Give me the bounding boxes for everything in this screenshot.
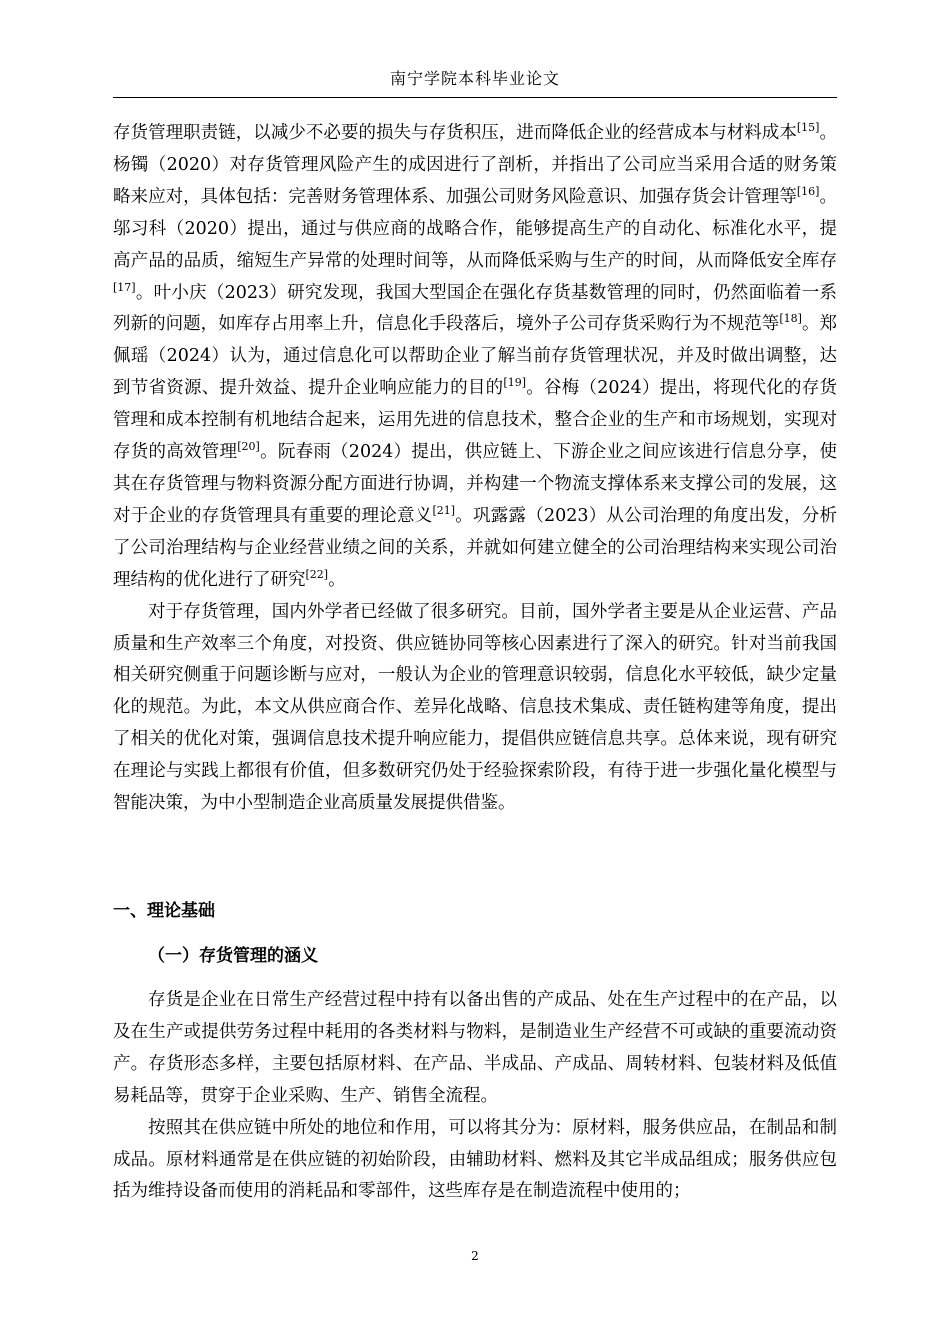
body-text-block-1 xyxy=(113,118,837,820)
paragraph-inventory-classification: 按照其在供应链中所处的地位和作用，可以将其分为：原材料，服务供应品，在制品和制成品。原材料通常是在供应链的初始阶段，由辅助材料、燃料及其它半成品组成；服务供应包括为维持设备而使用的消耗品和零部件，这些库存是在制造流程中使用的； xyxy=(113,1117,837,1202)
page-number: 2 xyxy=(471,1249,479,1263)
citation-marker: [20] xyxy=(237,440,260,454)
paragraph-literature-continued: 存货管理职责链，以减少不必要的损失与存货积压，进而降低企业的经营成本与材料成本[15]。杨镯（2020）对存货管理风险产生的成因进行了剖析，并指出了公司应当采用合适的财务策略来应对，具体包括：完善财务管理体系、加强公司财务风险意识、加强存货会计管理等[16]。邬习科（2020）提出，通过与供应商的战略合作，能够提高生产的自动化、标准化水平，提高产品的品质，缩短生产异常的处理时间等，从而降低采购与生产的时间，从而降低安全库存[17]。叶小庆（2023）研究发现，我国大型国企在强化存货基数管理的同时，仍然面临着一系列新的问题，如库存占用率上升，信息化手段落后，境外子公司存货采购行为不规范等[18]。郑佩瑶（2024）认为，通过信息化可以帮助企业了解当前存货管理状况，并及时做出调整，达到节省资源、提升效益、提升企业响应能力的目的[19]。谷梅（2024）提出，将现代化的存货管理和成本控制有机地结合起来，运用先进的信息技术，整合企业的生产和市场规划，实现对存货的高效管理[20]。阮春雨（2024）提出，供应链上、下游企业之间应该进行信息分享，使其在存货管理与物料资源分配方面进行协调，并构建一个物流支撑体系来支撑公司的发展，这对于企业的存货管理具有重要的理论意义[21]。巩露露（2023）从公司治理的角度出发，分析了公司治理结构与企业经营业绩之间的关系，并就如何建立健全的公司治理结构来实现公司治理结构的优化进行了研究[22]。 xyxy=(113,121,838,590)
subsection-heading-inventory-meaning: （一）存货管理的涵义 xyxy=(148,946,318,966)
citation-marker: [15] xyxy=(796,121,820,135)
citation-marker: [22] xyxy=(305,567,329,581)
paragraph-literature-summary: 对于存货管理，国内外学者已经做了很多研究。目前，国外学者主要是从企业运营、产品质量和生产效率三个角度，对投资、供应链协同等核心因素进行了深入的研究。针对当前我国相关研究侧重于问题诊断与应对，一般认为企业的管理意识较弱，信息化水平较低，缺少定量化的规范。为此，本文从供应商合作、差异化战略、信息技术集成、责任链构建等角度，提出了相关的优化对策，强调信息技术提升响应能力，提倡供应链信息共享。总体来说，现有研究在理论与实践上都很有价值，但多数研究仍处于经验探索阶段，有待于进一步强化量化模型与智能决策，为中小型制造企业高质量发展提供借鉴。 xyxy=(113,601,837,814)
citation-marker: [16] xyxy=(796,184,820,198)
citation-marker: [17] xyxy=(113,280,136,294)
citation-marker: [19] xyxy=(503,376,527,390)
header-divider xyxy=(113,97,837,98)
section-heading-theory: 一、理论基础 xyxy=(113,901,215,921)
page-header-title: 南宁学院本科毕业论文 xyxy=(389,69,560,88)
citation-marker: [21] xyxy=(432,504,456,518)
citation-marker: [18] xyxy=(779,312,802,326)
paragraph-inventory-definition: 存货是企业在日常生产经营过程中持有以备出售的产成品、处在生产过程中的在产品，以及在生产或提供劳务过程中耗用的各类材料与物料，是制造业生产经营不可或缺的重要流动资产。存货形态多样，主要包括原材料、在产品、半成品、产成品、周转材料、包装材料及低值易耗品等，贯穿于企业采购、生产、销售全流程。 xyxy=(113,990,837,1106)
body-text-block-2 xyxy=(113,985,837,1208)
